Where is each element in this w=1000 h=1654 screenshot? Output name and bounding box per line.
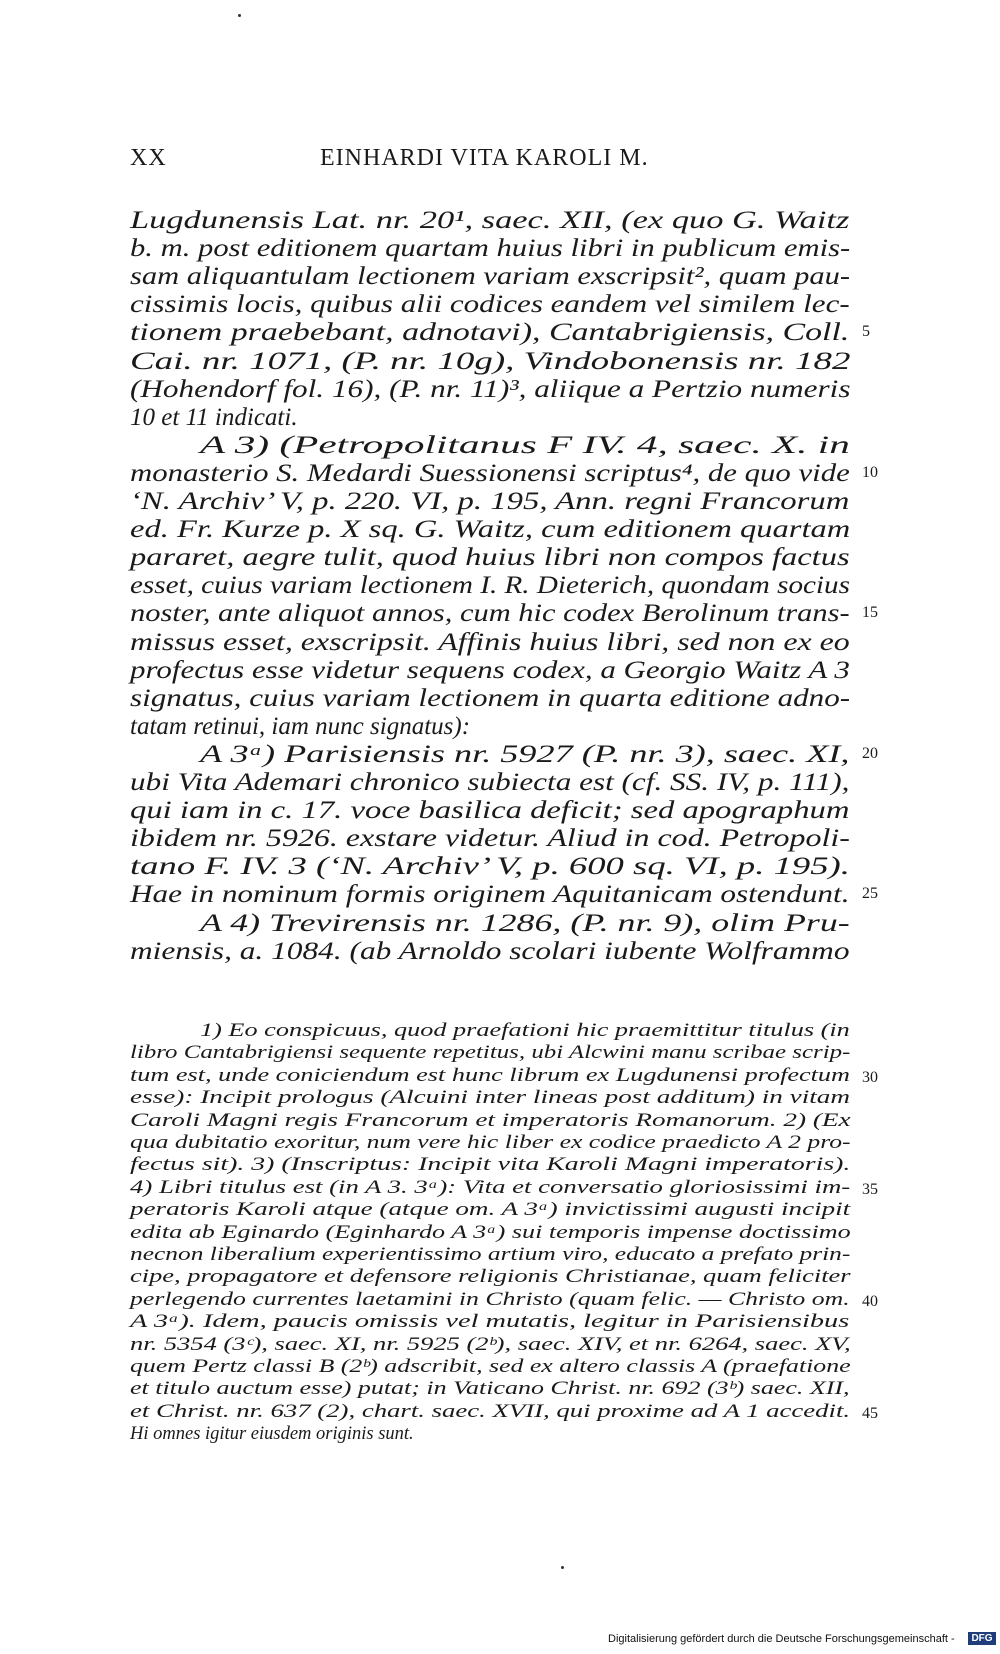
running-header bbox=[130, 145, 850, 175]
line-number: 15 bbox=[862, 604, 878, 622]
footnote-line: qua dubitatio exoritur, num vere hic liber ex codice praedicto A 2 pro- bbox=[130, 1133, 851, 1153]
footnote-line: Caroli Magni regis Francorum et imperatoris Romanorum. 2) (Ex bbox=[130, 1110, 851, 1131]
text-line: sam aliquantulam lectionem variam exscripsit², quam pau- bbox=[130, 263, 851, 291]
line-number: 10 bbox=[862, 463, 878, 481]
footnote-line: edita ab Eginardo (Eginhardo A 3ᵃ) sui temporis impense doctissimo bbox=[130, 1222, 851, 1243]
text-line: esset, cuius variam lectionem I. R. Dieterich, quondam socius bbox=[130, 572, 850, 600]
footnote-line: fectus sit). 3) (Inscriptus: Incipit vita Karoli Magni imperatoris). bbox=[130, 1155, 851, 1176]
footnote-line: A 3ᵃ). Idem, paucis omissis vel mutatis, legitur in Parisiensibus bbox=[130, 1312, 850, 1333]
footnote-line: et Christ. nr. 637 (2), chart. saec. XVII, qui proxime ad A 1 accedit. bbox=[130, 1401, 851, 1422]
text-line: monasterio S. Medardi Suessionensi scriptus⁴, de quo vide bbox=[130, 459, 850, 487]
text-line: A 3ᵃ) Parisiensis nr. 5927 (P. nr. 3), saec. XI, bbox=[200, 740, 850, 768]
line-number: 40 bbox=[862, 1292, 878, 1310]
line-number: 35 bbox=[862, 1180, 878, 1198]
text-line: A 4) Trevirensis nr. 1286, (P. nr. 9), olim Pru- bbox=[200, 909, 850, 937]
footnote-line: Hi omnes igitur eiusdem originis sunt. bbox=[130, 1424, 414, 1445]
text-line: ibidem nr. 5926. exstare videtur. Aliud in cod. Petropoli- bbox=[130, 825, 850, 853]
line-number: 5 bbox=[862, 323, 870, 341]
text-line: Lugdunensis Lat. nr. 20¹, saec. XII, (ex quo G. Waitz bbox=[130, 207, 850, 234]
footnote-line: nr. 5354 (3ᶜ), saec. XI, nr. 5925 (2ᵇ), saec. XIV, et nr. 6264, saec. XV, bbox=[130, 1334, 851, 1355]
text-line: (Hohendorf fol. 16), (P. nr. 11)³, aliique a Pertzio numeris bbox=[130, 375, 851, 403]
footnote-line: quem Pertz classi B (2ᵇ) adscribit, sed ex altero classis A (praefatione bbox=[130, 1357, 851, 1377]
text-line: ed. Fr. Kurze p. X sq. G. Waitz, cum editionem quartam bbox=[130, 516, 851, 544]
text-line: pararet, aegre tulit, quod huius libri non compos factus bbox=[130, 544, 850, 572]
text-line: tano F. IV. 3 (‘N. Archiv’ V, p. 600 sq. VI, p. 195). bbox=[130, 853, 850, 881]
dfg-logo: DFG bbox=[968, 1632, 996, 1645]
text-line: b. m. post editionem quartam huius libri in publicum emis- bbox=[130, 235, 851, 263]
footnote-line: necnon liberalium experientissimo artium viro, educato a prefato prin- bbox=[130, 1245, 851, 1265]
running-title: EINHARDI VITA KAROLI M. bbox=[320, 145, 649, 171]
footnote-line: libro Cantabrigiensi sequente repetitus, ubi Alcwini manu scribae scrip- bbox=[130, 1043, 851, 1064]
footnote-line: 1) Eo conspicuus, quod praefationi hic praemittitur titulus (in bbox=[200, 1021, 850, 1041]
text-line: ubi Vita Ademari chronico subiecta est (cf. SS. IV, p. 111), bbox=[130, 769, 850, 796]
text-line: Hae in nominum formis originem Aquitanicam ostendunt. bbox=[130, 881, 850, 909]
footnote-line: tum est, unde coniciendum est hunc librum ex Lugdunensi profectum bbox=[130, 1065, 850, 1086]
text-line: Cai. nr. 1071, (P. nr. 10g), Vindobonensis nr. 182 bbox=[130, 347, 851, 375]
page-number: XX bbox=[130, 145, 167, 171]
text-line: miensis, a. 1084. (ab Arnoldo scolari iubente Wolframmo bbox=[130, 937, 850, 965]
text-line: 10 et 11 indicati. bbox=[130, 403, 298, 431]
line-number: 25 bbox=[862, 885, 878, 903]
text-line: missus esset, exscripsit. Affinis huius libri, sed non ex eo bbox=[130, 628, 850, 656]
scan-speck bbox=[561, 1566, 564, 1569]
line-number: 20 bbox=[862, 744, 878, 762]
footnote-line: 4) Libri titulus est (in A 3. 3ᵃ): Vita et conversatio gloriosissimi im- bbox=[130, 1177, 851, 1198]
footnote-line: cipe, propagatore et defensore religionis Christianae, quam feliciter bbox=[130, 1267, 851, 1288]
footnote-line: peratoris Karoli atque (atque om. A 3ᵃ) invictissimi augusti incipit bbox=[130, 1200, 851, 1221]
digitization-credit: Digitalisierung gefördert durch die Deutsche Forschungsgemeinschaft - bbox=[608, 1633, 955, 1645]
footnote-line: esse): Incipit prologus (Alcuini inter lineas post additum) in vitam bbox=[130, 1088, 851, 1109]
text-line: qui iam in c. 17. voce basilica deficit; sed apographum bbox=[130, 797, 850, 825]
line-number: 45 bbox=[862, 1404, 878, 1422]
line-number: 30 bbox=[862, 1068, 878, 1086]
text-line: tatam retinui, iam nunc signatus): bbox=[130, 712, 471, 740]
text-line: tionem praebebant, adnotavi), Cantabrigiensis, Coll. bbox=[130, 319, 850, 347]
text-line: ‘N. Archiv’ V, p. 220. VI, p. 195, Ann. regni Francorum bbox=[130, 488, 850, 515]
footnote-line: perlegendo currentes laetamini in Christo (quam felic. — Christo om. bbox=[130, 1289, 850, 1310]
text-line: A 3) (Petropolitanus F IV. 4, saec. X. in bbox=[200, 431, 850, 459]
text-line: signatus, cuius variam lectionem in quarta editione adno- bbox=[130, 684, 851, 712]
footnote-line: et titulo auctum esse) putat; in Vaticano Christ. nr. 692 (3ᵇ) saec. XII, bbox=[130, 1379, 850, 1400]
text-line: cissimis locis, quibus alii codices eandem vel similem lec- bbox=[130, 291, 850, 319]
text-line: profectus esse videtur sequens codex, a Georgio Waitz A 3 bbox=[130, 656, 850, 684]
text-line: noster, ante aliquot annos, cum hic codex Berolinum trans- bbox=[130, 600, 850, 628]
scan-speck bbox=[238, 14, 241, 17]
